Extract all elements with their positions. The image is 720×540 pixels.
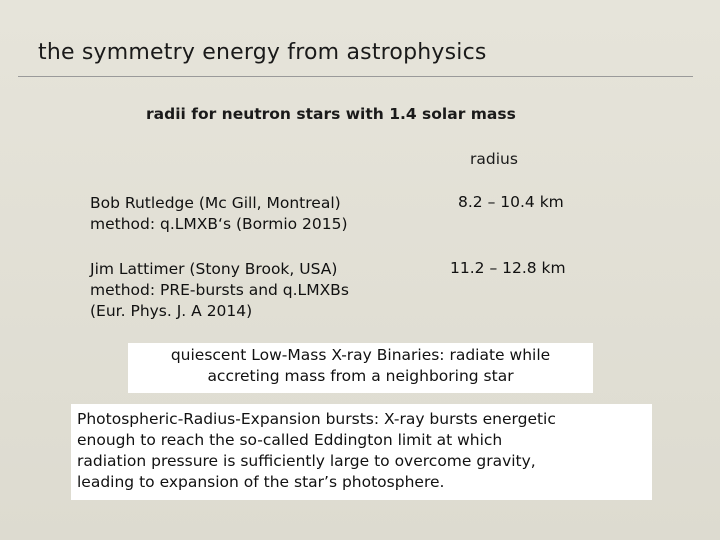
entry-lattimer (90, 259, 349, 322)
definition-line: quiescent Low-Mass X-ray Binaries: radiate while (170, 346, 551, 364)
entry-method: method: q.LMXB‘s (Bormio 2015) (90, 215, 348, 233)
entry-radius-rutledge: 8.2 – 10.4 km (458, 193, 564, 211)
radius-column-header: radius (470, 150, 518, 168)
entry-name: Jim Lattimer (Stony Brook, USA) (90, 260, 338, 278)
entry-reference: (Eur. Phys. J. A 2014) (90, 302, 253, 320)
qlmxb-definition-box (128, 343, 593, 393)
definition-line: Photospheric-Radius-Expansion bursts: X-ray bursts energetic (77, 410, 556, 428)
pre-burst-definition-box (71, 404, 652, 500)
definition-line: radiation pressure is sufficiently large to overcome gravity, (77, 452, 536, 470)
entry-name: Bob Rutledge (Mc Gill, Montreal) (90, 194, 341, 212)
definition-line: accreting mass from a neighboring star (207, 367, 514, 385)
entry-rutledge (90, 193, 348, 235)
slide-title: the symmetry energy from astrophysics (38, 40, 487, 65)
slide-subtitle: radii for neutron stars with 1.4 solar mass (146, 105, 516, 123)
definition-line: leading to expansion of the star’s photosphere. (77, 473, 445, 491)
definition-line: enough to reach the so-called Eddington limit at which (77, 431, 503, 449)
title-divider (18, 76, 693, 77)
entry-method: method: PRE-bursts and q.LMXBs (90, 281, 349, 299)
entry-radius-lattimer: 11.2 – 12.8 km (450, 259, 566, 277)
